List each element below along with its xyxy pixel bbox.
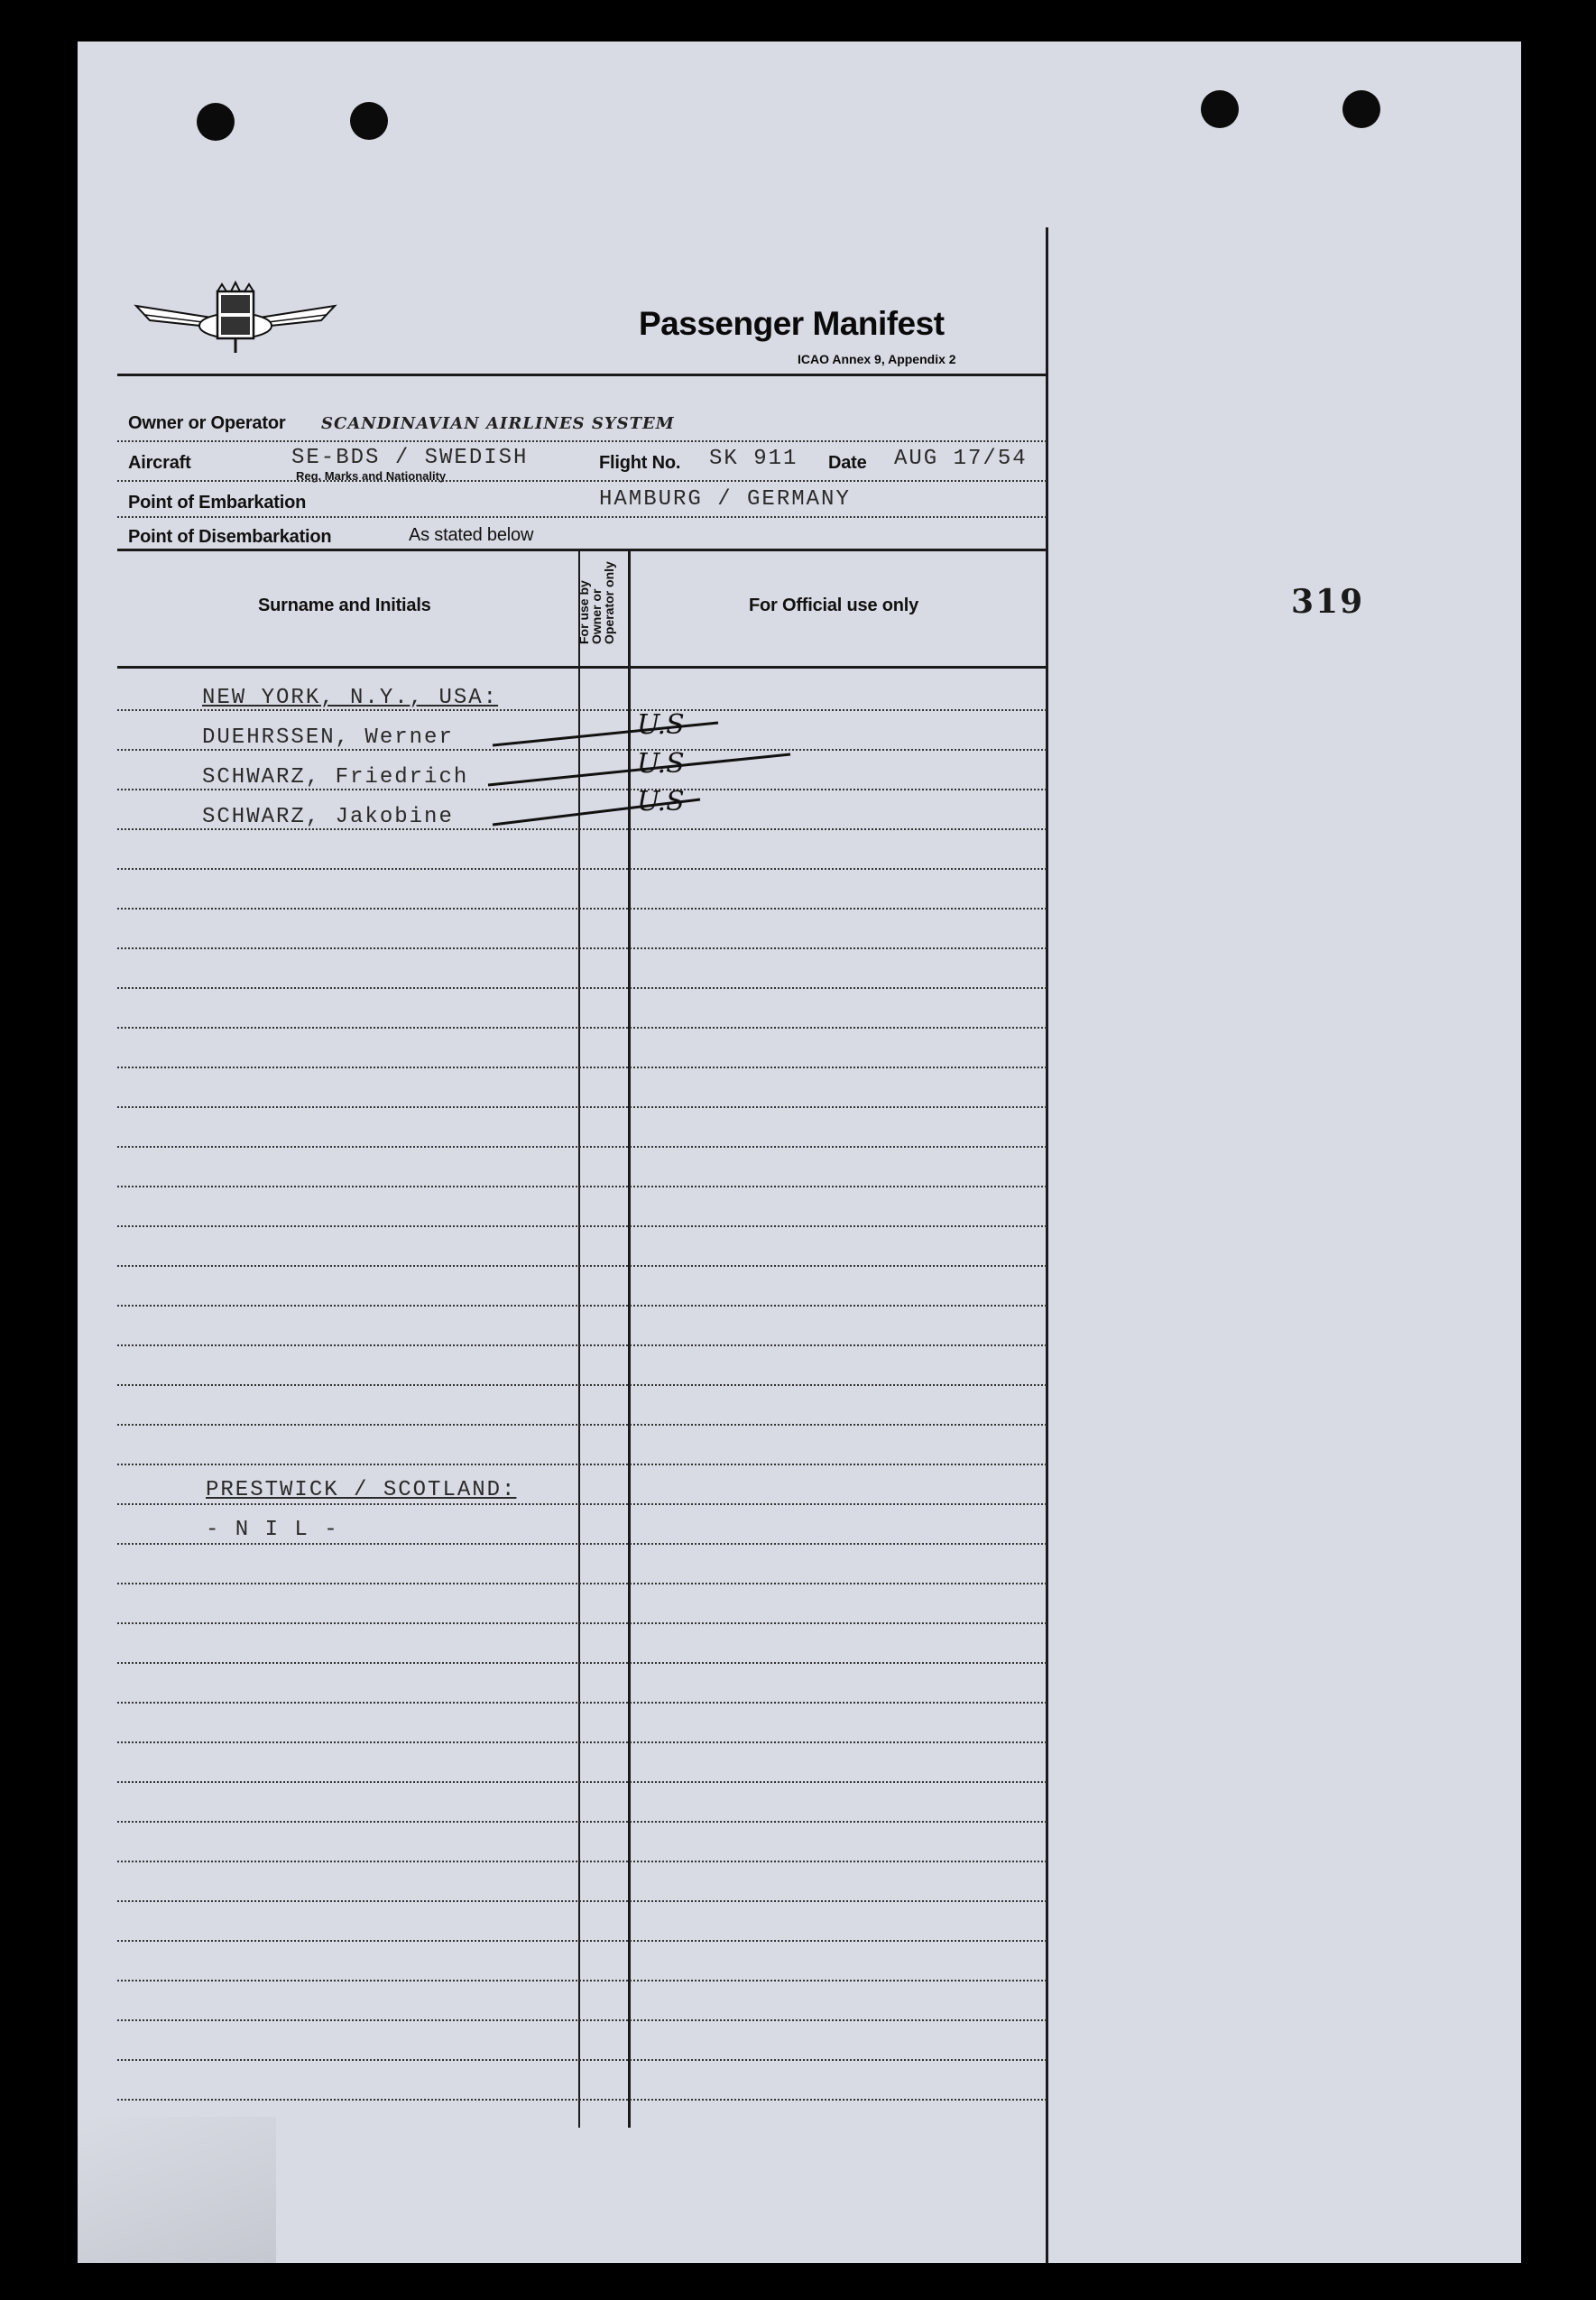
row-rule bbox=[117, 908, 1047, 910]
row-rule bbox=[117, 1067, 1047, 1068]
official-column-header: For Official use only bbox=[749, 596, 919, 615]
row-rule bbox=[117, 1265, 1047, 1267]
aircraft-label: Aircraft bbox=[128, 453, 191, 473]
row-rule bbox=[117, 1384, 1047, 1386]
sas-winged-logo bbox=[132, 281, 339, 362]
passenger-1: DUEHRSSEN, Werner bbox=[202, 725, 454, 750]
right-border bbox=[1046, 227, 1048, 2263]
page-subtitle: ICAO Annex 9, Appendix 2 bbox=[798, 352, 956, 366]
row-rule bbox=[117, 1861, 1047, 1862]
row-rule bbox=[117, 1424, 1047, 1426]
row-rule bbox=[117, 1702, 1047, 1704]
section-new-york-header: NEW YORK, N.Y., USA: bbox=[202, 686, 499, 710]
row-rule bbox=[117, 1503, 1047, 1505]
passenger-2: SCHWARZ, Friedrich bbox=[202, 765, 469, 790]
row-rule bbox=[117, 1106, 1047, 1108]
punch-hole bbox=[197, 103, 235, 141]
row-rule bbox=[117, 1583, 1047, 1584]
owner-dots bbox=[117, 440, 1047, 442]
official-mark-3: U.S bbox=[637, 786, 685, 817]
punch-hole bbox=[1342, 90, 1380, 128]
disembarkation-label: Point of Disembarkation bbox=[128, 527, 332, 547]
row-rule bbox=[117, 1821, 1047, 1823]
punch-hole bbox=[350, 102, 388, 140]
row-rule bbox=[117, 868, 1047, 870]
date-value: AUG 17/54 bbox=[894, 447, 1028, 471]
stamp-number: 319 bbox=[1291, 583, 1365, 621]
row-rule bbox=[117, 1186, 1047, 1187]
row-rule bbox=[117, 1146, 1047, 1148]
official-mark-1: U.S bbox=[637, 709, 685, 741]
row-rule bbox=[117, 1225, 1047, 1227]
owner-use-header-2: Owner or bbox=[589, 588, 604, 644]
row-rule bbox=[117, 2059, 1047, 2061]
fields-bottom-rule bbox=[117, 549, 1047, 551]
aircraft-dots bbox=[117, 480, 1047, 482]
row-rule bbox=[117, 1662, 1047, 1664]
date-label: Date bbox=[828, 453, 867, 473]
row-rule bbox=[117, 2099, 1047, 2101]
owner-label: Owner or Operator bbox=[128, 413, 286, 433]
row-rule bbox=[117, 1622, 1047, 1624]
row-rule bbox=[117, 1741, 1047, 1743]
header-rule bbox=[117, 374, 1047, 376]
row-rule bbox=[117, 1305, 1047, 1307]
owner-value: SCANDINAVIAN AIRLINES SYSTEM bbox=[321, 414, 675, 433]
section-prestwick-header: PRESTWICK / SCOTLAND: bbox=[206, 1478, 517, 1502]
surname-column-header: Surname and Initials bbox=[258, 596, 431, 615]
passenger-3: SCHWARZ, Jakobine bbox=[202, 805, 454, 829]
row-rule bbox=[117, 1543, 1047, 1545]
row-rule bbox=[117, 1027, 1047, 1029]
row-rule bbox=[117, 1980, 1047, 1981]
embarkation-value: HAMBURG / GERMANY bbox=[599, 487, 851, 512]
row-rule bbox=[117, 1940, 1047, 1942]
column-header-rule bbox=[117, 666, 1047, 669]
row-rule bbox=[117, 1464, 1047, 1465]
embarkation-dots bbox=[117, 516, 1047, 518]
row-rule bbox=[117, 1344, 1047, 1346]
row-rule bbox=[117, 1781, 1047, 1783]
row-rule bbox=[117, 987, 1047, 989]
manifest-page bbox=[78, 42, 1521, 2263]
page-title: Passenger Manifest bbox=[639, 305, 945, 342]
reg-marks-label: Reg. Marks and Nationality bbox=[296, 469, 447, 483]
aircraft-value: SE-BDS / SWEDISH bbox=[291, 446, 529, 470]
prestwick-nil: - N I L - bbox=[206, 1518, 339, 1542]
flight-value: SK 911 bbox=[709, 447, 798, 471]
embarkation-label: Point of Embarkation bbox=[128, 493, 307, 513]
flight-label: Flight No. bbox=[599, 453, 681, 473]
disembarkation-value: As stated below bbox=[409, 525, 534, 545]
owner-use-header-3: Operator only bbox=[602, 561, 616, 644]
owner-use-header-1: For use by bbox=[577, 580, 591, 644]
punch-hole bbox=[1201, 90, 1239, 128]
row-rule bbox=[117, 1900, 1047, 1902]
row-rule bbox=[117, 947, 1047, 949]
folded-corner bbox=[78, 2117, 276, 2263]
row-rule bbox=[117, 2019, 1047, 2021]
official-mark-2: U.S bbox=[637, 748, 685, 780]
